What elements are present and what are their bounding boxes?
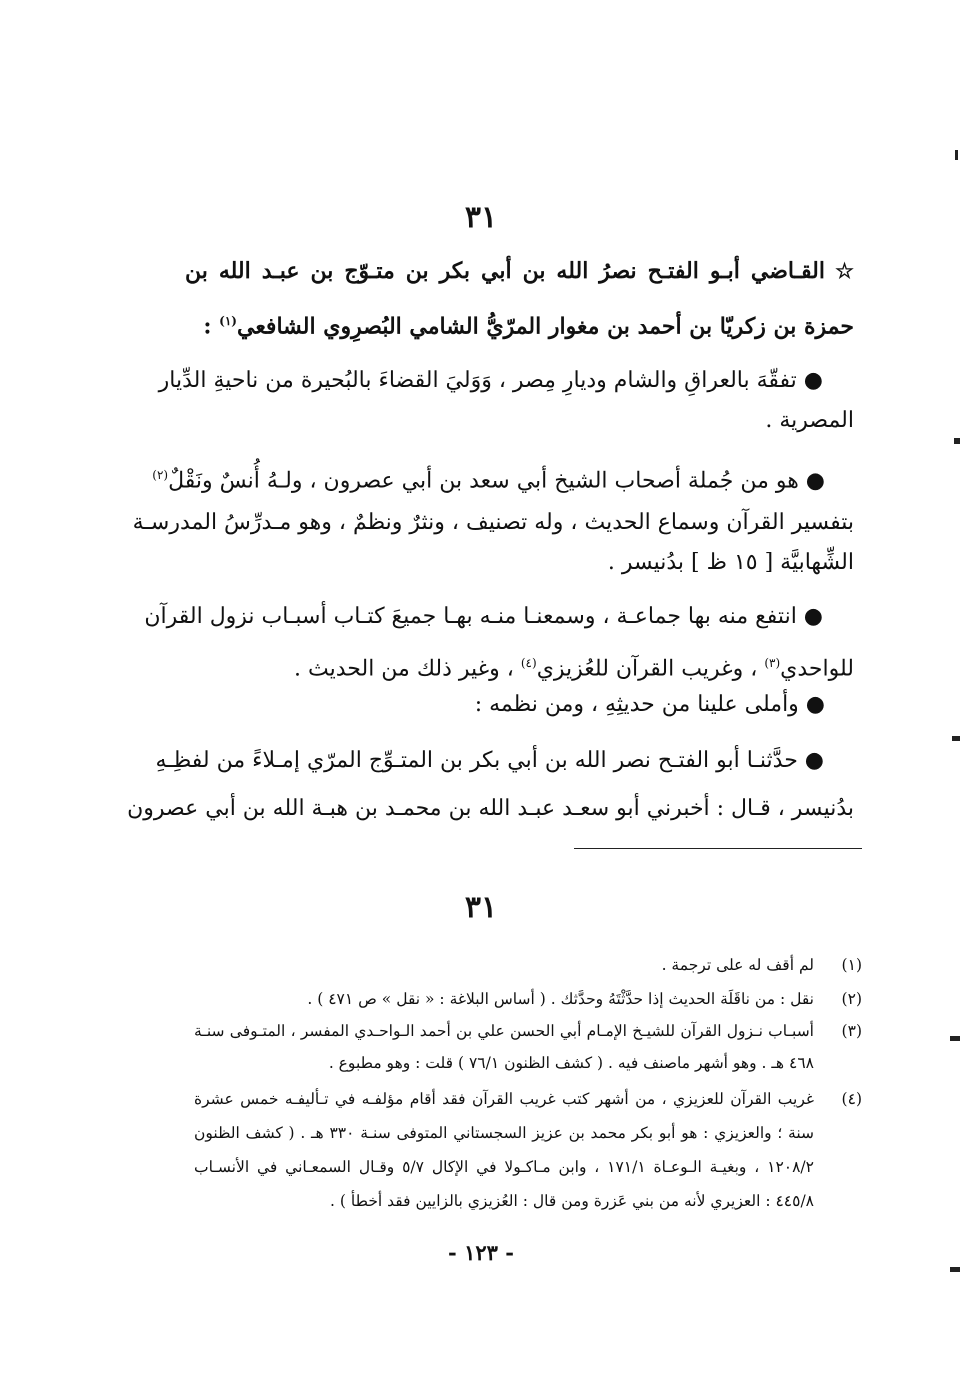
footnote-4-line-2: سنة ؛ والعزيزي : هو أبو بكر محمد بن عزيز السجستاني المتوفى سنـة ٣٣٠ هـ . ( كشف الظنون bbox=[194, 1124, 815, 1142]
footnote-ref-3: (٣) bbox=[764, 656, 781, 670]
footnote-2-number: (٢) bbox=[841, 990, 862, 1008]
page-number: - ١٢٣ - bbox=[448, 1240, 514, 1265]
p5-line-2: بدُنيسر ، قـال : أخبرني أبو سعـد عبـد الله بن محمـد بن هبـة الله بن أبي عصرون bbox=[127, 796, 854, 821]
scan-edge-mark bbox=[950, 1036, 960, 1041]
footnote-3-line-1: أسبـاب نـزول القرآن للشيـخ الإمـام أبي الحسن علي بن أحمد الـواحـدي المفسر ، المتـوفى سنـة bbox=[194, 1022, 814, 1040]
p1-line-2: المصرية . bbox=[765, 408, 854, 433]
entry-number-bottom: ٣١ bbox=[464, 890, 498, 925]
heading-line-1: القـاضي أبـو الفتـح نصرُ الله بن أبي بكر بن متـوّج بن عبـد الله بن bbox=[185, 258, 825, 284]
scan-edge-mark bbox=[950, 1267, 960, 1272]
footnote-ref-4: (٤) bbox=[520, 656, 537, 670]
footnote-1-number: (١) bbox=[841, 956, 862, 974]
heading-line-2: حمزة بن زكريّا بن أحمد بن مغوار المرّيُّ الشامي البُصرِوي الشافعي$^{(١)}$ : bbox=[203, 313, 854, 340]
scan-edge-mark bbox=[954, 438, 960, 444]
p4-line-1: ● وأملى علينا من حديثِهِ ، ومن نظمه : bbox=[474, 692, 825, 717]
p3-line-1: ● انتفع منه بها جماعـة ، وسمعنـا منـه بهـا جميعَ كتـاب أسبـاب نزول القرآن bbox=[144, 604, 823, 629]
footnote-1-line-1: لم أقف له على ترجمة . bbox=[661, 956, 814, 974]
footnote-ref-1: (١) bbox=[219, 314, 237, 328]
footnote-4-line-1: غريب القرآن للعزيزي ، من أشهر كتب غريب القرآن فقد أقام مؤلفـه في تـأليفـه خمس عشرة bbox=[194, 1090, 814, 1108]
footnote-3-line-2: ٤٦٨ هـ . وهو أشهر ماصنف فيه . ( كشف الظنون ٧٦/١ ) قلت : وهو مطبوع . bbox=[328, 1054, 814, 1072]
footnote-4-line-3: ١٢٠٨/٢ ، وبغيـة الـوعـاة ١٧١/١ ، وابن مـاكـولا في الإكال ٥/٧ وقـال السمعـاني في الأنسـاب bbox=[194, 1158, 814, 1176]
p2-line-1: ● هو من جُملة أصحاب الشيخ أبي سعد بن أبي عصرون ، ولـهُ أُنسٌ ونَقْلٌ$^{(٢)}$ bbox=[152, 468, 825, 494]
heading-star-icon: ☆ bbox=[835, 258, 854, 283]
scan-edge-mark bbox=[952, 736, 960, 741]
footnote-4-line-4: ٤٤٥/٨ : العزيري لأنه من بني عَزرة ومن قال : العُزيزي بالزايين فقد أخطأ ) . bbox=[330, 1192, 814, 1210]
footnote-3-number: (٣) bbox=[841, 1022, 862, 1040]
p2-line-3: الشِّهابيَّة [ ١٥ ظ ] بدُنيسر . bbox=[607, 550, 854, 575]
footnote-ref-2: (٢) bbox=[152, 468, 169, 482]
p2-line-2: بتفسير القرآن وسماع الحديث ، وله تصنيف ، ونثرٌ ونظمٌ ، وهو مـدرِّسُ المدرسـة bbox=[132, 510, 854, 535]
separator-rule bbox=[574, 848, 862, 849]
footnote-4-number: (٤) bbox=[841, 1090, 862, 1108]
p1-line-1: ● تفقّهَ بالعراقِ والشام وديارِ مِصر ، وَوَليَ القضاءَ بالبُحيرة من ناحيةِ الدِّيار bbox=[158, 368, 823, 393]
scan-edge-mark bbox=[955, 150, 958, 160]
footnote-2-line-1: نقل : من ناقَلَة الحديث إذا حدَّثْتَهُ وحدَّثك . ( أساس البلاغة : « نقل » ص ٤٧١ ) . bbox=[307, 990, 814, 1008]
p5-line-1: ● حدَّثنـا أبو الفتـح نصر الله بن أبي بكر بن المتـوِّج المرّي إمـلاءً من لفظِـهِ bbox=[155, 748, 824, 773]
entry-number-top: ٣١ bbox=[464, 200, 498, 235]
p3-line-2: للواحدي$^{(٣)}$ ، وغريب القرآن للعُزيزي$^{(٤)}$ ، وغير ذلك من الحديث . bbox=[294, 656, 854, 682]
